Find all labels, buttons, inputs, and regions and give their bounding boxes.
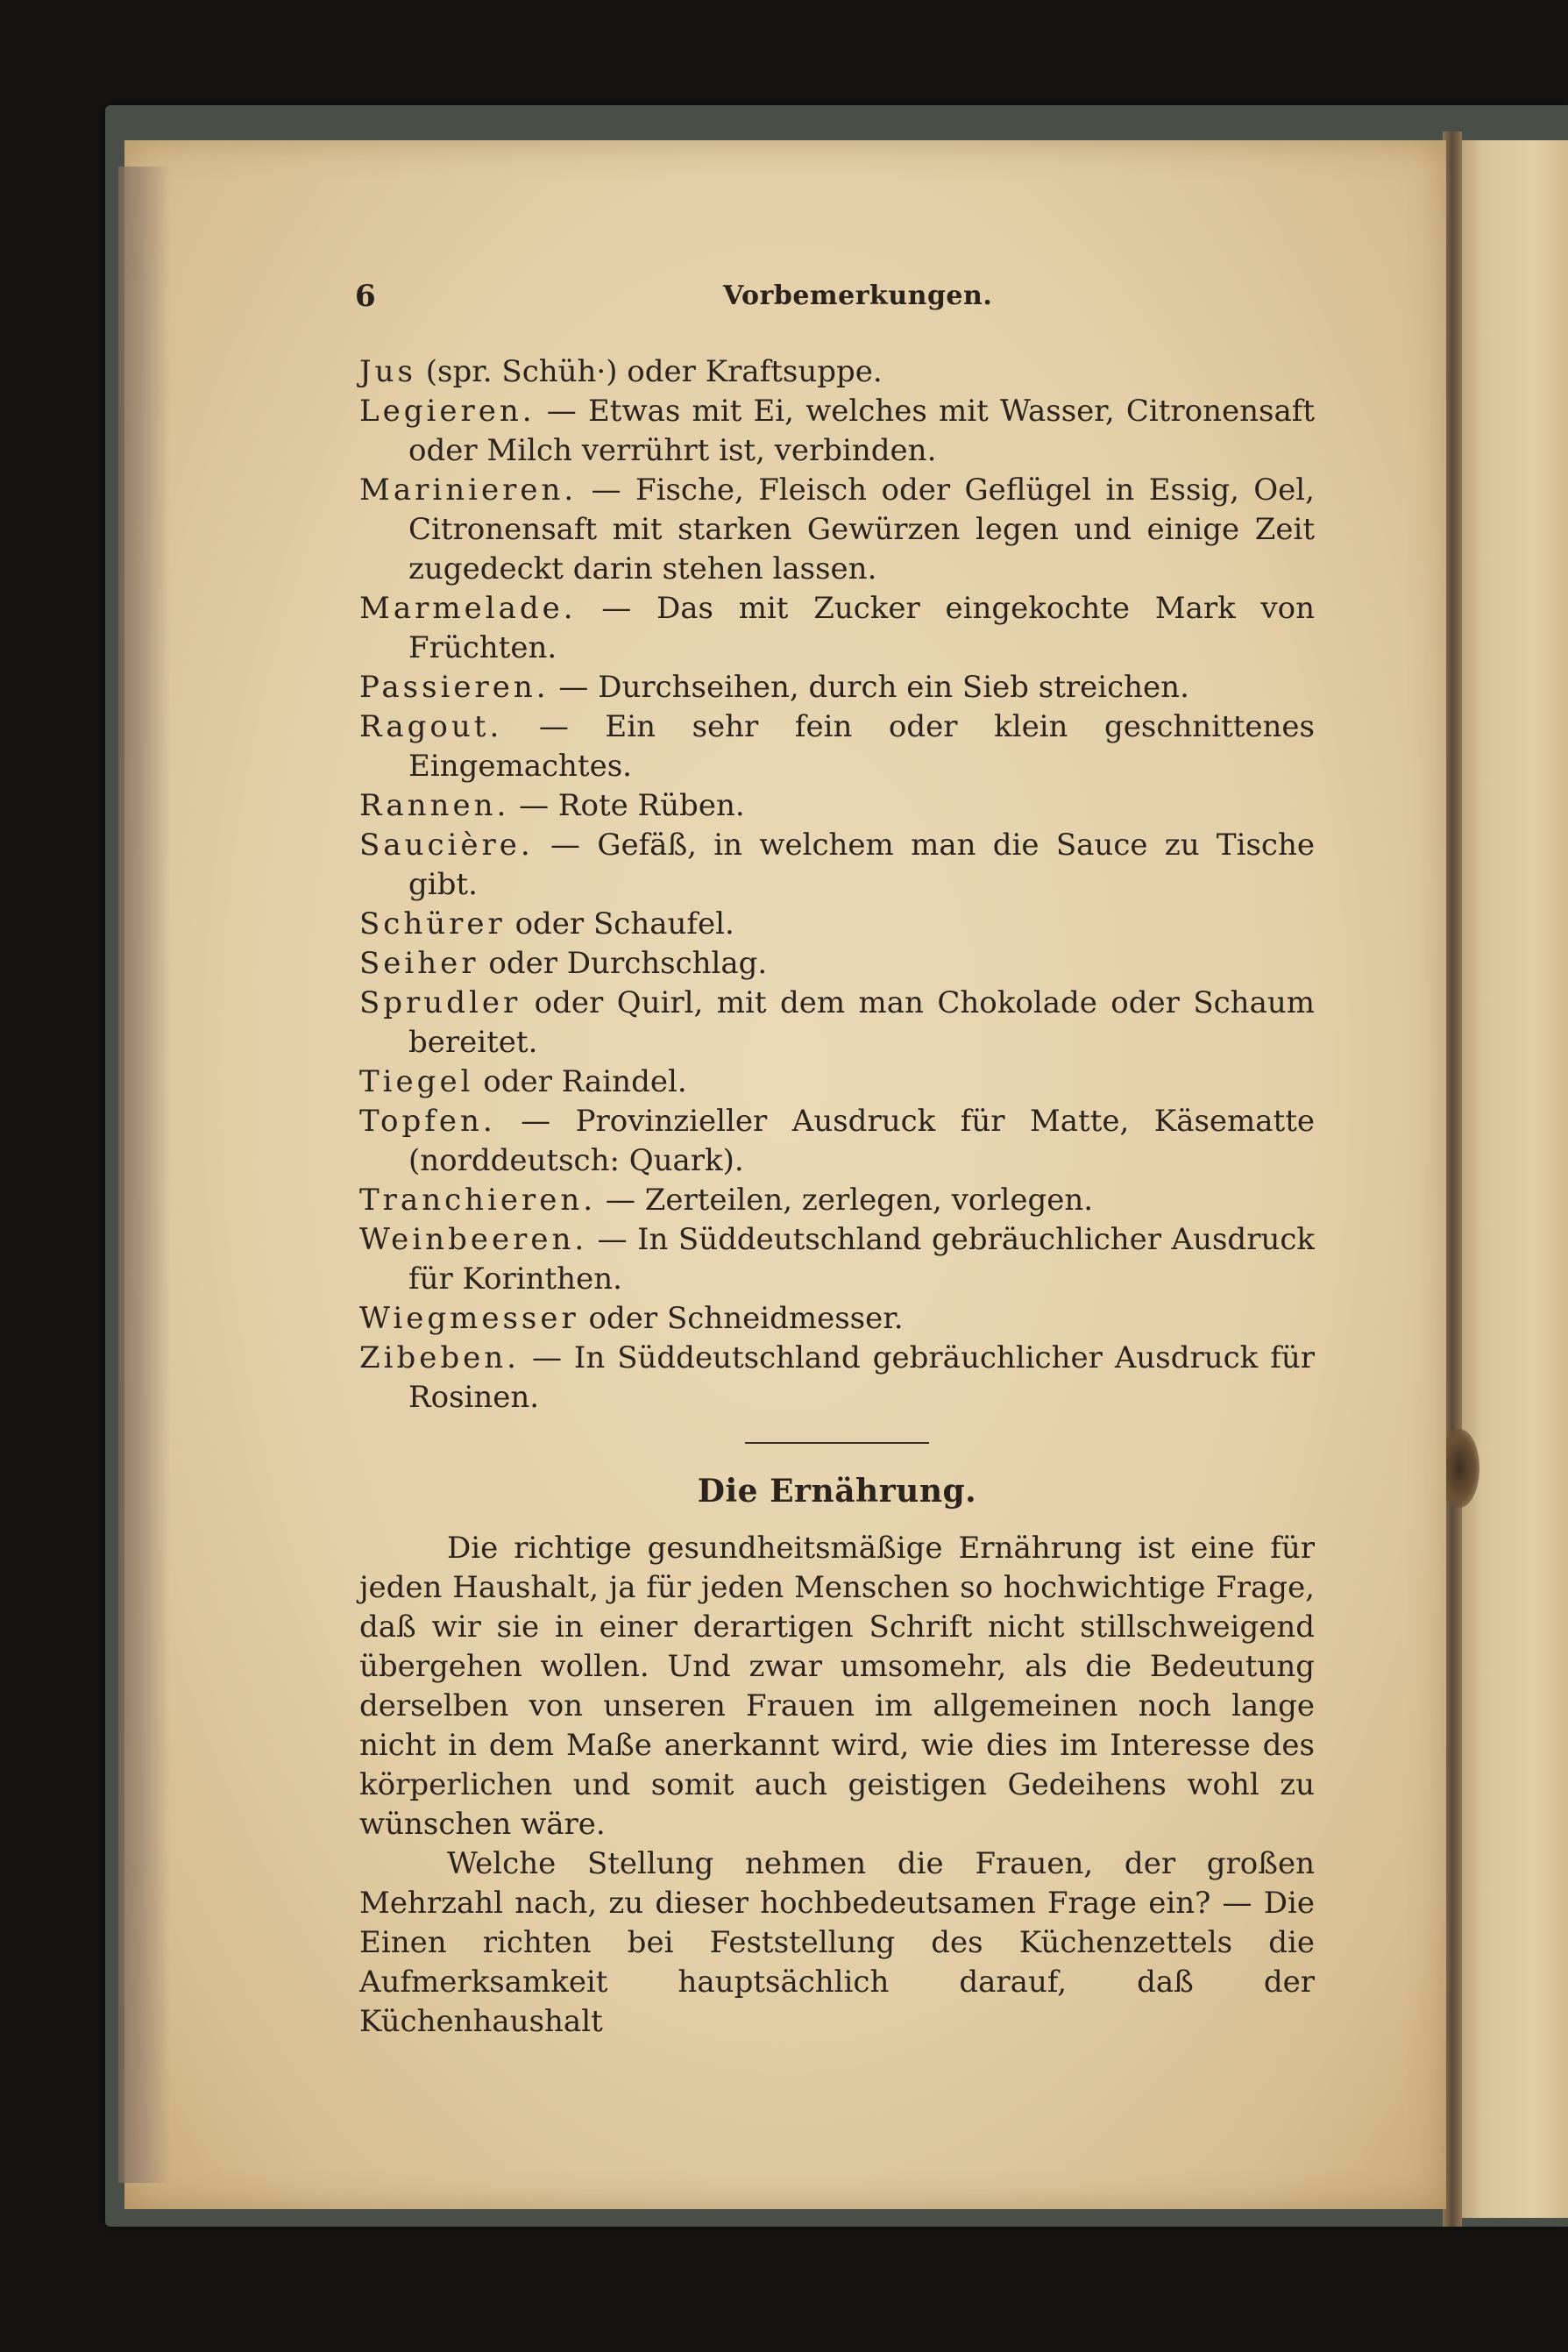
glossary-definition: — Gefäß, in welchem man die Sauce zu Tische gibt. xyxy=(408,828,1315,902)
glossary-term: Zibeben. xyxy=(359,1340,520,1375)
glossary-entry xyxy=(359,1062,1315,1102)
glossary-definition: — Ein sehr fein oder klein geschnittenes Eingemachtes. xyxy=(408,709,1315,784)
glossary-definition: oder Schneidmesser. xyxy=(578,1301,904,1336)
glossary-term: Wiegmesser xyxy=(359,1301,579,1336)
glossary-entry xyxy=(359,392,1315,471)
body-paragraph: Die richtige gesundheitsmäßige Ernährung ist eine für jeden Haushalt, ja für jeden Menschen so hochwichtige Frage, daß wir sie in einer derartigen Schrift nicht stillschweigend übergehen wollen. Und zwar umsomehr, als die Bedeutung derselben von unseren Frauen im allgemeinen noch lange nicht in dem Maße anerkannt wird, wie dies im Interesse des körperlichen und somit auch geistigen Gedeihens wohl zu wünschen wäre. xyxy=(359,1531,1315,1842)
body-paragraph: Welche Stellung nehmen die Frauen, der großen Mehrzahl nach, zu dieser hochbedeutsamen Frage ein? — Die Einen richten bei Feststellung des Küchenzettels die Aufmerksamkeit hauptsächlich darauf, daß der Küchenhaushalt xyxy=(359,1846,1315,2039)
glossary-definition: — Das mit Zucker eingekochte Mark von Früchten. xyxy=(408,591,1315,665)
glossary-entry xyxy=(359,905,1315,944)
glossary-term: Rannen. xyxy=(359,788,510,823)
glossary-definition: (spr. Schüh·) oder Kraftsuppe. xyxy=(415,354,883,389)
glossary-definition: — Zerteilen, zerlegen, vorlegen. xyxy=(596,1183,1094,1218)
glossary-term: Ragout. xyxy=(359,709,503,744)
glossary-entry xyxy=(359,1102,1315,1181)
glossary-entry xyxy=(359,944,1315,984)
glossary-term: Jus xyxy=(359,354,416,389)
glossary-definition: — Durchseihen, durch ein Sieb streichen. xyxy=(549,670,1189,705)
page-number: 6 xyxy=(355,279,376,314)
glossary-entry xyxy=(359,984,1315,1062)
glossary-term: Saucière. xyxy=(359,828,534,863)
glossary-term: Legieren. xyxy=(359,394,536,429)
glossary-term: Weinbeeren. xyxy=(359,1222,588,1257)
glossary-entry xyxy=(359,1299,1315,1339)
glossary-term: Sprudler xyxy=(359,985,521,1020)
glossary-definition: oder Schaufel. xyxy=(505,906,734,942)
running-title: Vorbemerkungen. xyxy=(723,281,993,311)
glossary-definition: oder Quirl, mit dem man Chokolade oder Schaum bereitet. xyxy=(408,985,1315,1060)
glossary-entry xyxy=(359,1181,1315,1220)
glossary-entry xyxy=(359,707,1315,786)
glossary-entry xyxy=(359,589,1315,668)
glossary-definition: — Fische, Fleisch oder Geflügel in Essig, Oel, Citronensaft mit starken Gewürzen legen und einige Zeit zugedeckt darin stehen lassen. xyxy=(408,473,1315,586)
glossary-entry xyxy=(359,826,1315,905)
glossary-definition: — Rote Rüben. xyxy=(509,788,745,823)
glossary-term: Passieren. xyxy=(359,670,550,705)
section-title: Die Ernährung. xyxy=(697,1473,977,1510)
running-head xyxy=(355,279,1310,319)
glossary-definition: — Provinzieller Ausdruck für Matte, Käsematte (norddeutsch: Quark). xyxy=(408,1104,1315,1178)
glossary-entry xyxy=(359,352,1315,392)
page-worn-edge xyxy=(118,167,171,2183)
glossary-term: Schürer xyxy=(359,906,506,942)
glossary-term: Topfen. xyxy=(359,1104,496,1139)
glossary-definition: oder Raindel. xyxy=(473,1064,687,1099)
glossary-entry xyxy=(359,668,1315,707)
glossary-entry xyxy=(359,786,1315,826)
glossary-definition: — Etwas mit Ei, welches mit Wasser, Citronensaft oder Milch verrührt ist, verbinden. xyxy=(408,394,1315,468)
glossary-entry xyxy=(359,1220,1315,1299)
glossary-term: Marmelade. xyxy=(359,591,577,626)
glossary-list xyxy=(359,352,1315,1418)
facing-page xyxy=(1455,140,1568,2218)
section-divider xyxy=(745,1442,929,1444)
glossary-entry xyxy=(359,471,1315,589)
glossary-term: Tranchieren. xyxy=(359,1183,597,1218)
glossary-definition: — In Süddeutschland gebräuchlicher Ausdruck für Korinthen. xyxy=(408,1222,1315,1297)
glossary-term: Tiegel xyxy=(359,1064,474,1099)
glossary-definition: oder Durchschlag. xyxy=(479,946,768,981)
glossary-entry xyxy=(359,1339,1315,1418)
glossary-definition: — In Süddeutschland gebräuchlicher Ausdruck für Rosinen. xyxy=(408,1340,1315,1415)
page-text xyxy=(359,352,1315,2042)
glossary-term: Seiher xyxy=(359,946,479,981)
glossary-term: Marinieren. xyxy=(359,473,578,508)
